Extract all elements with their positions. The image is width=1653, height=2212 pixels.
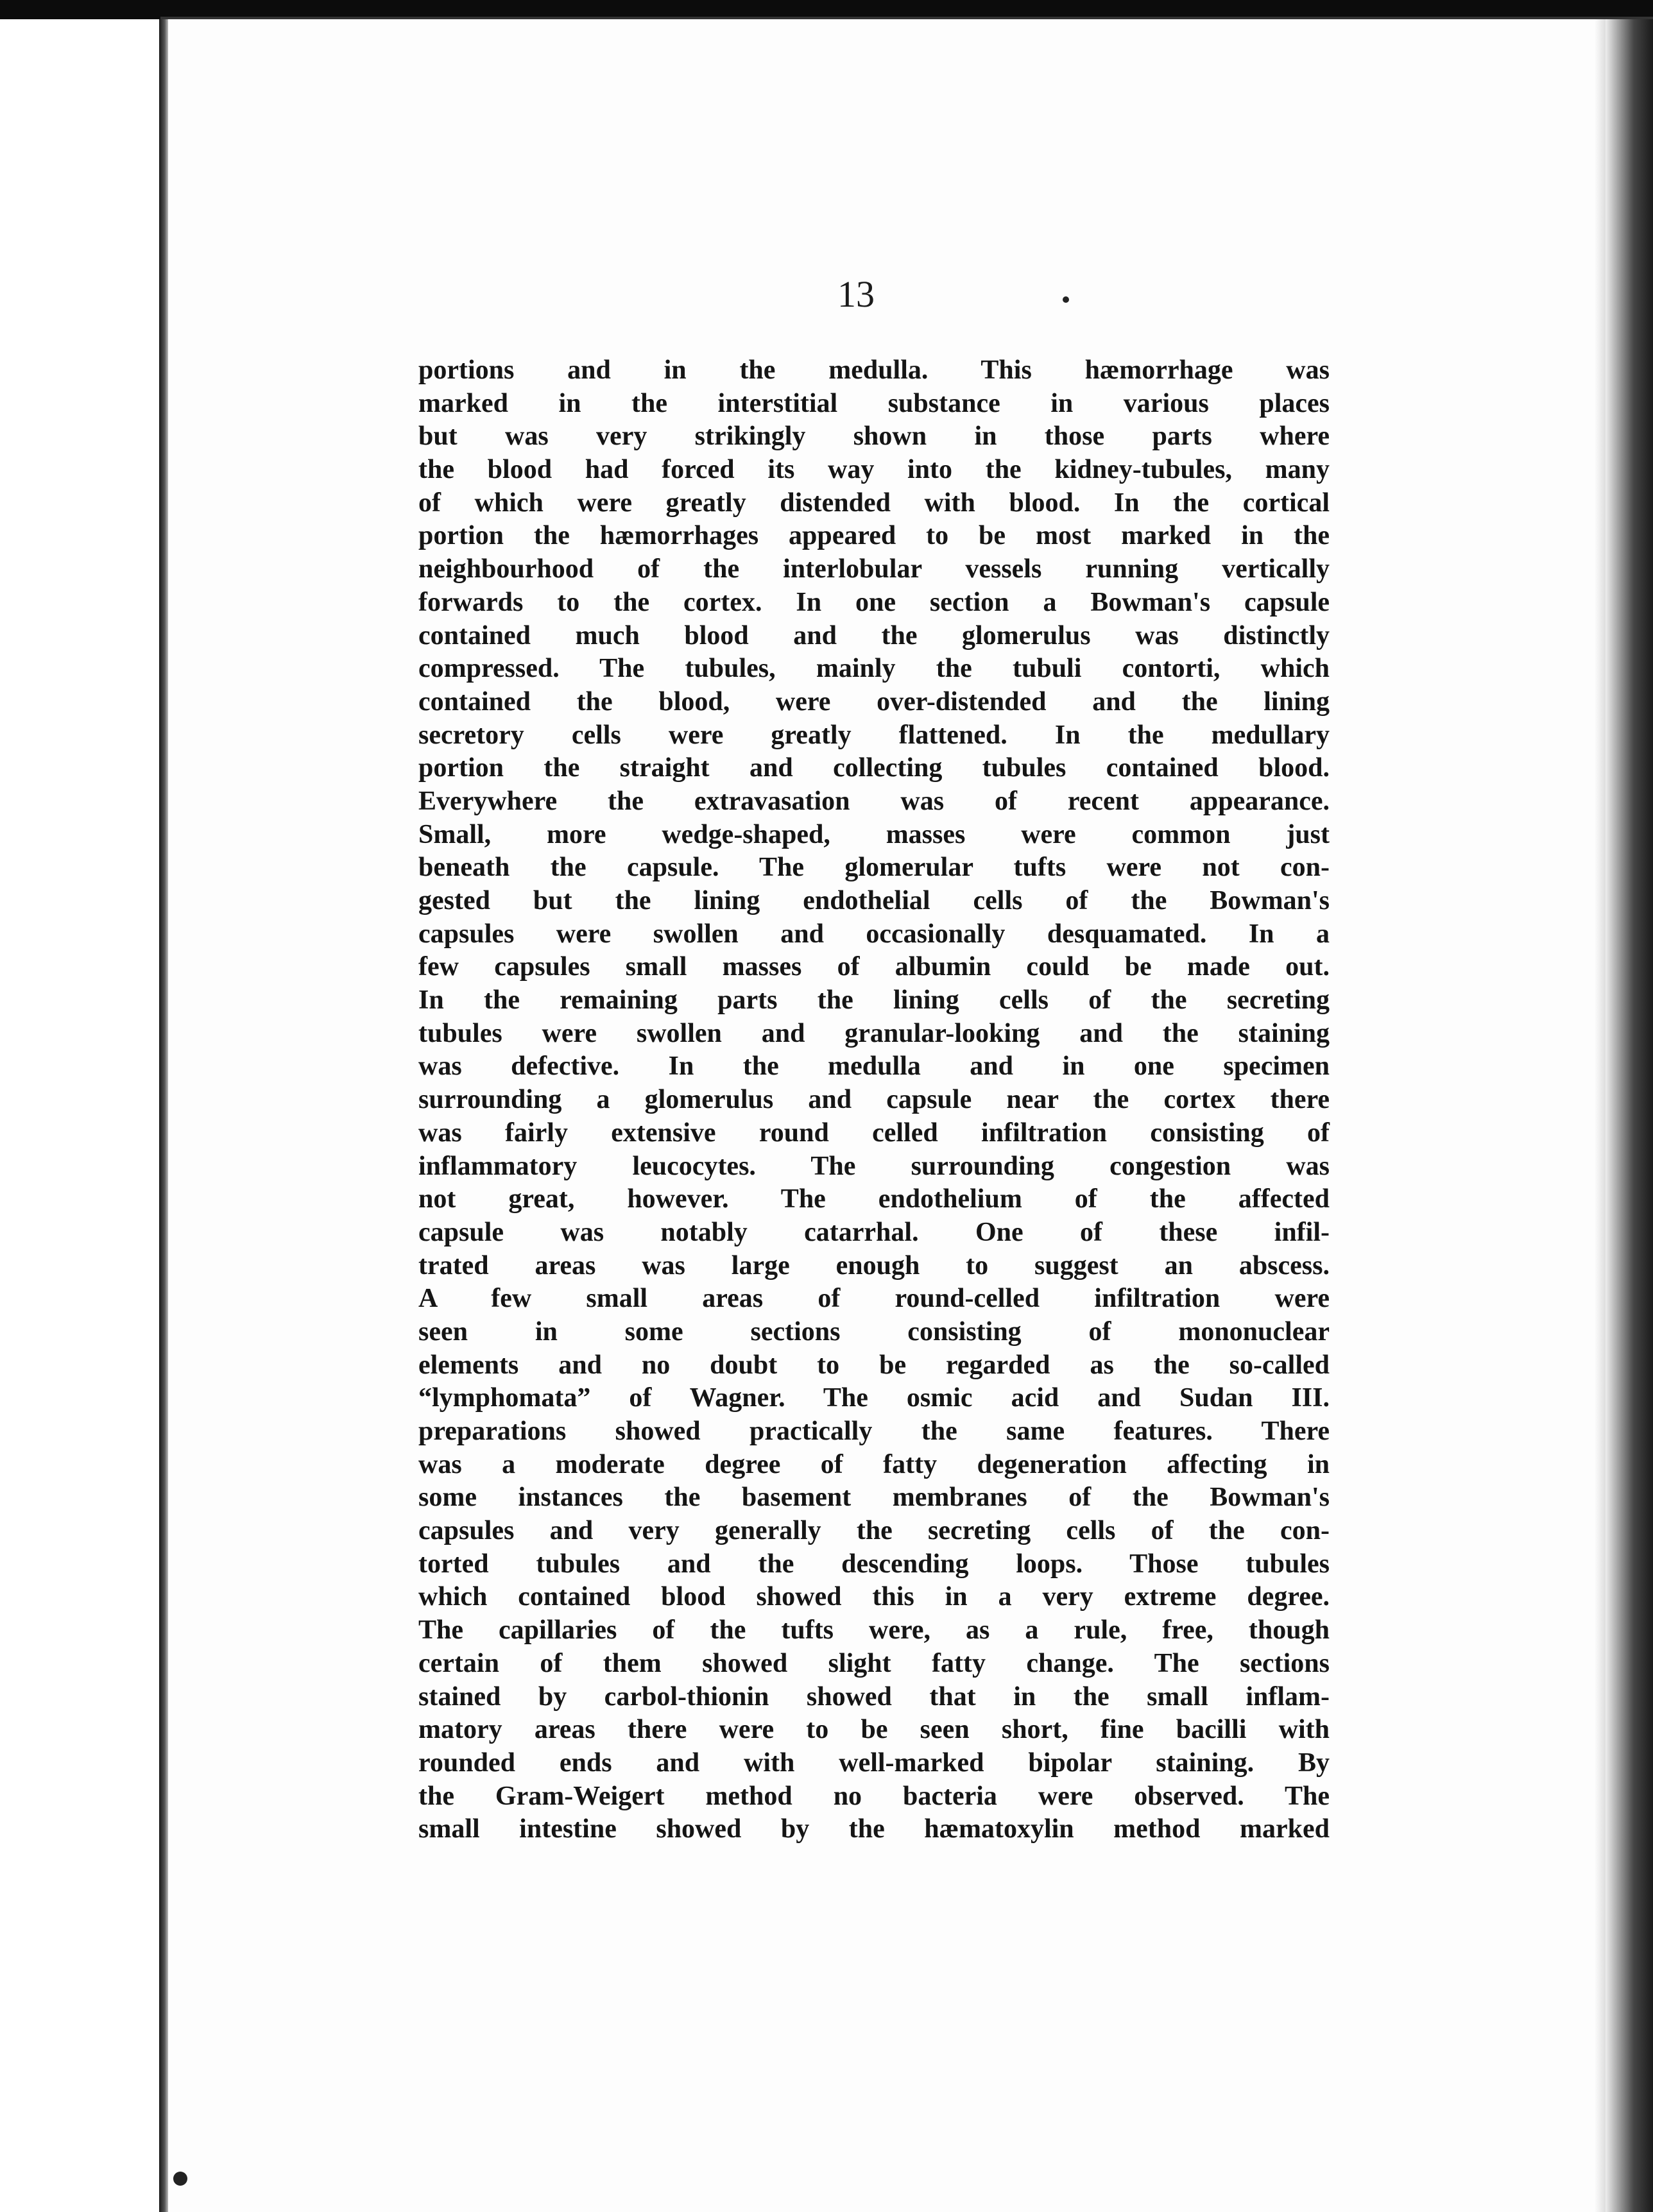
text-line: inflammatory leucocytes. The surrounding congestion was bbox=[418, 1151, 1330, 1181]
text-line: Small, more wedge-shaped, masses were common just bbox=[418, 819, 1330, 849]
text-line: was fairly extensive round celled infiltration consisting of bbox=[418, 1118, 1330, 1148]
text-line: The capillaries of the tufts were, as a rule, free, though bbox=[418, 1615, 1330, 1646]
text-line: was a moderate degree of fatty degeneration affecting in bbox=[418, 1449, 1330, 1479]
text-line: few capsules small masses of albumin could be made out. bbox=[418, 952, 1330, 982]
text-line: portions and in the medulla. This hæmorrhage was bbox=[418, 355, 1330, 385]
text-line: capsules were swollen and occasionally desquamated. In a bbox=[418, 919, 1330, 949]
text-line: capsule was notably catarrhal. One of these infil- bbox=[418, 1217, 1330, 1247]
text-line: secretory cells were greatly flattened. In the medullary bbox=[418, 720, 1330, 750]
text-line: Everywhere the extravasation was of recent appearance. bbox=[418, 786, 1330, 816]
page-right-edge bbox=[1606, 19, 1653, 2212]
text-line: neighbourhood of the interlobular vessels running vertically bbox=[418, 554, 1330, 584]
text-line: small intestine showed by the hæmatoxylin method marked bbox=[418, 1814, 1330, 1844]
text-line: marked in the interstitial substance in various places bbox=[418, 388, 1330, 418]
text-line: forwards to the cortex. In one section a Bowman's capsule bbox=[418, 587, 1330, 617]
text-line: the Gram-Weigert method no bacteria were observed. The bbox=[418, 1781, 1330, 1811]
text-line: matory areas there were to be seen short, fine bacilli with bbox=[418, 1715, 1330, 1745]
text-line: portion the hæmorrhages appeared to be most marked in the bbox=[418, 521, 1330, 551]
text-line: not great, however. The endothelium of the affected bbox=[418, 1184, 1330, 1214]
stray-ink-dot bbox=[1063, 296, 1069, 303]
text-line: capsules and very generally the secreting cells of the con- bbox=[418, 1516, 1330, 1546]
text-line: “lymphomata” of Wagner. The osmic acid and Sudan III. bbox=[418, 1383, 1330, 1413]
text-line: some instances the basement membranes of the Bowman's bbox=[418, 1483, 1330, 1513]
text-line: surrounding a glomerulus and capsule near the cortex there bbox=[418, 1085, 1330, 1115]
text-line: A few small areas of round-celled infiltration were bbox=[418, 1284, 1330, 1314]
text-line: stained by carbol-thionin showed that in the small inflam- bbox=[418, 1681, 1330, 1712]
page-right-shade bbox=[1594, 19, 1606, 2212]
text-line: trated areas was large enough to suggest an abscess. bbox=[418, 1250, 1330, 1280]
text-line: which contained blood showed this in a very extreme degree. bbox=[418, 1582, 1330, 1612]
text-line: In the remaining parts the lining cells of the secreting bbox=[418, 985, 1330, 1016]
text-line: beneath the capsule. The glomerular tufts were not con- bbox=[418, 853, 1330, 883]
text-line: portion the straight and collecting tubules contained blood. bbox=[418, 753, 1330, 783]
text-line: contained much blood and the glomerulus was distinctly bbox=[418, 620, 1330, 651]
text-line: seen in some sections consisting of mononuclear bbox=[418, 1316, 1330, 1347]
body-text bbox=[418, 354, 1330, 1846]
text-line: torted tubules and the descending loops. Those tubules bbox=[418, 1549, 1330, 1579]
text-line: gested but the lining endothelial cells of the Bowman's bbox=[418, 886, 1330, 915]
text-line: the blood had forced its way into the kidney-tubules, many bbox=[418, 455, 1330, 485]
text-line: tubules were swollen and granular-looking and the staining bbox=[418, 1018, 1330, 1048]
text-line: was defective. In the medulla and in one specimen bbox=[418, 1051, 1330, 1082]
text-line: contained the blood, were over-distended and the lining bbox=[418, 686, 1330, 717]
text-line: but was very strikingly shown in those parts where bbox=[418, 421, 1330, 452]
page-number: 13 bbox=[837, 273, 875, 315]
text-line: certain of them showed slight fatty change. The sections bbox=[418, 1648, 1330, 1678]
text-line: elements and no doubt to be regarded as the so-called bbox=[418, 1350, 1330, 1380]
text-line: rounded ends and with well-marked bipolar staining. By bbox=[418, 1748, 1330, 1778]
text-line: of which were greatly distended with blood. In the cortical bbox=[418, 488, 1330, 518]
page-left-binding-edge bbox=[159, 19, 168, 2212]
text-line: compressed. The tubules, mainly the tubuli contorti, which bbox=[418, 654, 1330, 684]
text-line: preparations showed practically the same features. There bbox=[418, 1417, 1330, 1446]
scan-speck bbox=[173, 2172, 187, 2186]
